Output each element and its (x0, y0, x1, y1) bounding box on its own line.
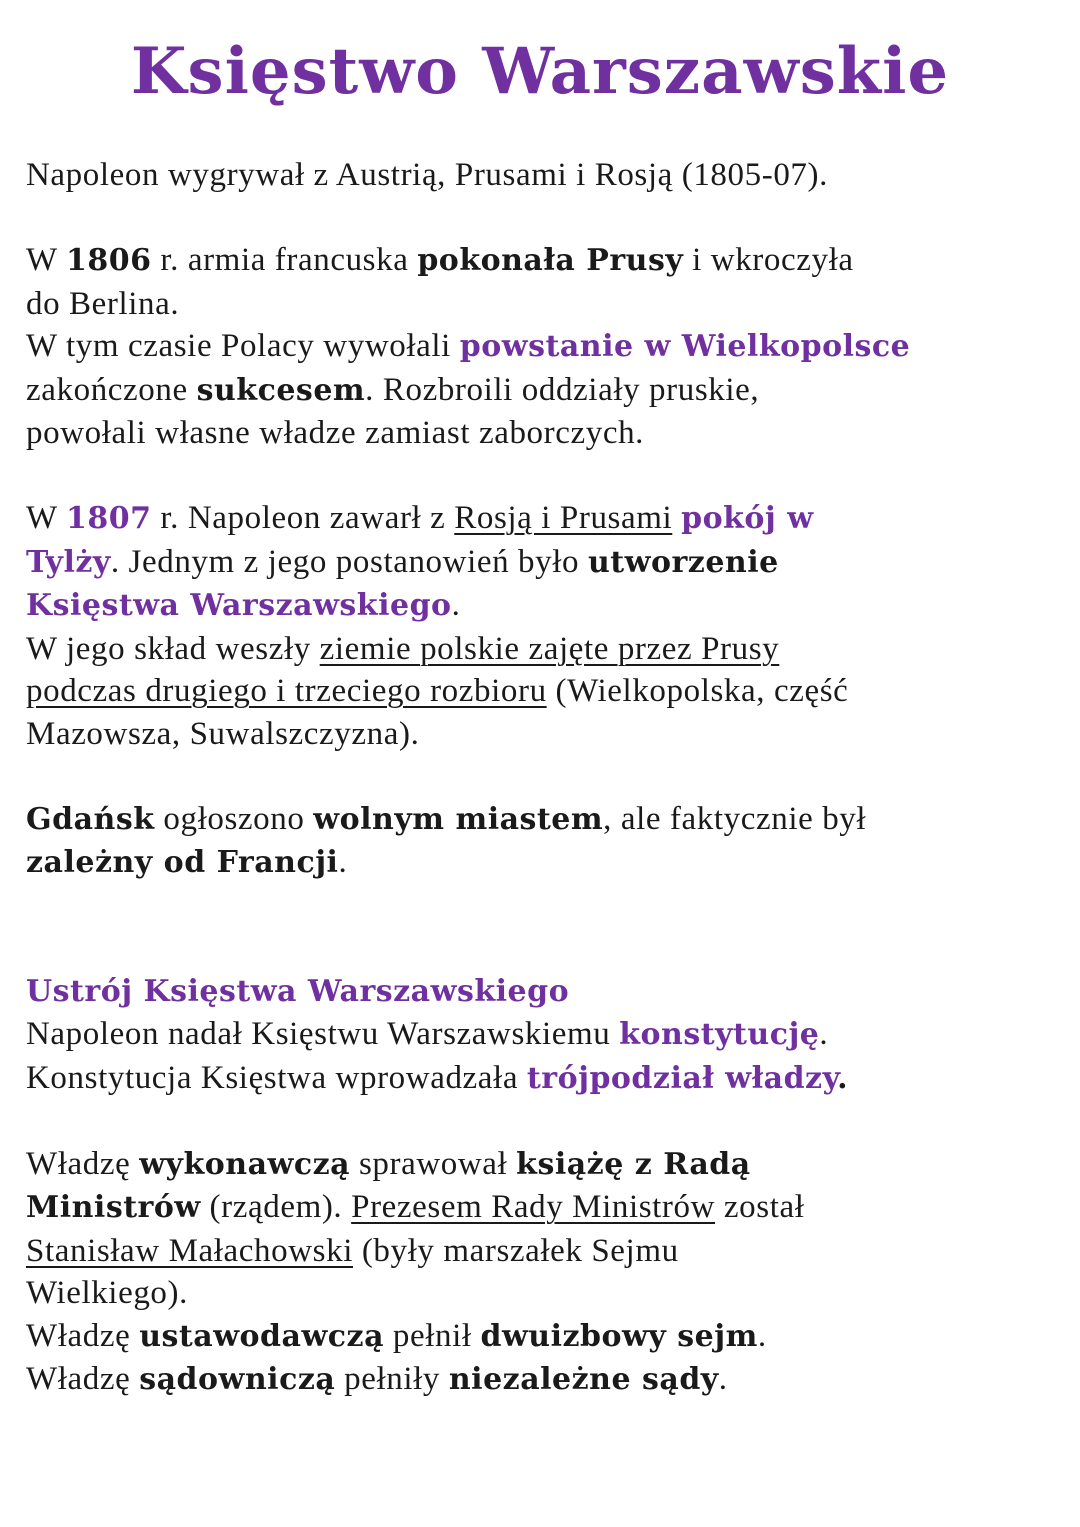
year-1806: 1806 (66, 243, 152, 278)
text-line (26, 412, 1071, 455)
paragraph-1806 (26, 239, 1071, 455)
text-span: zakończone (26, 371, 197, 408)
text-span: Władzę (26, 1145, 140, 1182)
text-line (26, 1143, 1071, 1187)
document-body (26, 154, 1071, 1402)
blank-line (26, 455, 1071, 498)
text-span: Mazowsza, Suwalszczyzna). (26, 715, 420, 752)
text-line (26, 798, 1071, 842)
text-line (26, 628, 1071, 671)
underlined-text: Prezesem Rady Ministrów (351, 1189, 716, 1225)
paragraph-1807 (26, 497, 1071, 755)
blank-line (26, 885, 1071, 970)
text-line (26, 1358, 1071, 1402)
bold-text: wykonawczą (139, 1146, 351, 1182)
text-span: do Berlina. (26, 285, 180, 322)
text-span: (rządem). (200, 1189, 352, 1225)
bold-text: ustawodawczą (139, 1318, 385, 1354)
text-span: i wkroczyła (683, 242, 854, 278)
text-span: Napoleon nadał Księstwu Warszawskiemu (26, 1016, 620, 1052)
bold-text: Ministrów (26, 1190, 201, 1225)
text-span: . (451, 587, 461, 623)
text-line (26, 1057, 1071, 1101)
text-span: . (338, 844, 348, 880)
text-line (26, 670, 1071, 713)
bold-text: wolnym miastem (313, 801, 604, 837)
highlight-text: Księstwa Warszawskiego (26, 588, 452, 623)
bold-text: utworzenie (587, 544, 779, 580)
highlight-text: pokój w (681, 501, 814, 536)
text-span: , ale faktycznie był (603, 800, 867, 837)
text-line (26, 239, 1071, 283)
bold-text: sukcesem (196, 372, 366, 408)
text-line (26, 1230, 1071, 1273)
text-span: ogłoszono (154, 800, 314, 837)
underlined-text: Rosją i Prusami (454, 500, 673, 536)
text-line (26, 1013, 1071, 1057)
section-ustroj (26, 970, 1071, 1101)
text-line (26, 541, 1071, 585)
underlined-text: podczas drugiego i trzeciego rozbioru (26, 673, 547, 709)
text-span: sprawował (350, 1145, 517, 1182)
text-span: Wielkiego). (26, 1275, 188, 1311)
highlight-text: konstytucję (619, 1017, 820, 1052)
text-line (26, 369, 1071, 413)
text-line (26, 584, 1071, 628)
text-span: . (757, 1317, 767, 1354)
text-span: . (837, 1060, 849, 1096)
year-1807: 1807 (66, 501, 152, 536)
text-line (26, 713, 1071, 756)
text-span: Władzę (26, 1361, 140, 1397)
bold-text: zależny od Francji (26, 845, 339, 880)
underlined-text: ziemie polskie zajęte przez Prusy (319, 630, 780, 667)
text-span: (Wielkopolska, część (546, 673, 849, 709)
blank-line (26, 755, 1071, 798)
text-span: pełniły (335, 1361, 449, 1397)
text-line (26, 283, 1071, 326)
text-span: . Rozbroili oddziały pruskie, (365, 371, 760, 408)
section-heading (26, 970, 1071, 1014)
text-line (26, 1272, 1071, 1315)
blank-line (26, 197, 1071, 240)
text-span: Napoleon wygrywał z Austrią, Prusami i Rosją (1805-07). (26, 157, 828, 193)
text-span: r. Napoleon zawarł z (151, 500, 455, 536)
text-span: . Jednym z jego postanowień było (110, 543, 588, 580)
text-line (26, 841, 1071, 885)
highlight-text: trójpodział władzy (526, 1060, 838, 1096)
text-line (26, 497, 1071, 541)
text-span: pełnił (384, 1317, 481, 1354)
highlight-text: powstanie w Wielkopolsce (459, 329, 911, 364)
text-span: Konstytucja Księstwa wprowadzała (26, 1059, 527, 1096)
text-line (26, 1315, 1071, 1359)
text-line (26, 1186, 1071, 1230)
text-span: powołali własne władze zamiast zaborczych. (26, 415, 645, 451)
paragraph-napoleon-wars (26, 154, 1071, 197)
text-span: W jego skład weszły (26, 630, 320, 667)
text-span (672, 500, 681, 536)
text-span: . (718, 1361, 728, 1397)
blank-line (26, 1100, 1071, 1143)
text-span: W (26, 500, 67, 536)
text-span: r. armia francuska (151, 242, 418, 278)
bold-text: książę z Radą (516, 1146, 751, 1182)
bold-text: Gdańsk (26, 801, 155, 837)
text-line (26, 325, 1071, 369)
paragraph-gdansk (26, 798, 1071, 885)
text-span: . (819, 1016, 829, 1052)
text-span: (były marszałek Sejmu (352, 1232, 679, 1269)
heading-text: Ustrój Księstwa Warszawskiego (26, 973, 570, 1009)
bold-text: sądowniczą (139, 1362, 336, 1397)
text-span: W (26, 242, 67, 278)
paragraph-wladze (26, 1143, 1071, 1402)
underlined-text: Stanisław Małachowski (26, 1232, 353, 1269)
text-span: Władzę (26, 1317, 140, 1354)
text-span: został (715, 1189, 805, 1225)
page-title: Księstwo Warszawskie (130, 34, 950, 109)
bold-text: niezależne sądy (448, 1362, 719, 1397)
highlight-text: Tylży (26, 544, 111, 580)
text-span: W tym czasie Polacy wywołali (26, 328, 460, 364)
bold-text: dwuizbowy sejm (480, 1318, 758, 1354)
bold-text: pokonała Prusy (417, 243, 684, 278)
